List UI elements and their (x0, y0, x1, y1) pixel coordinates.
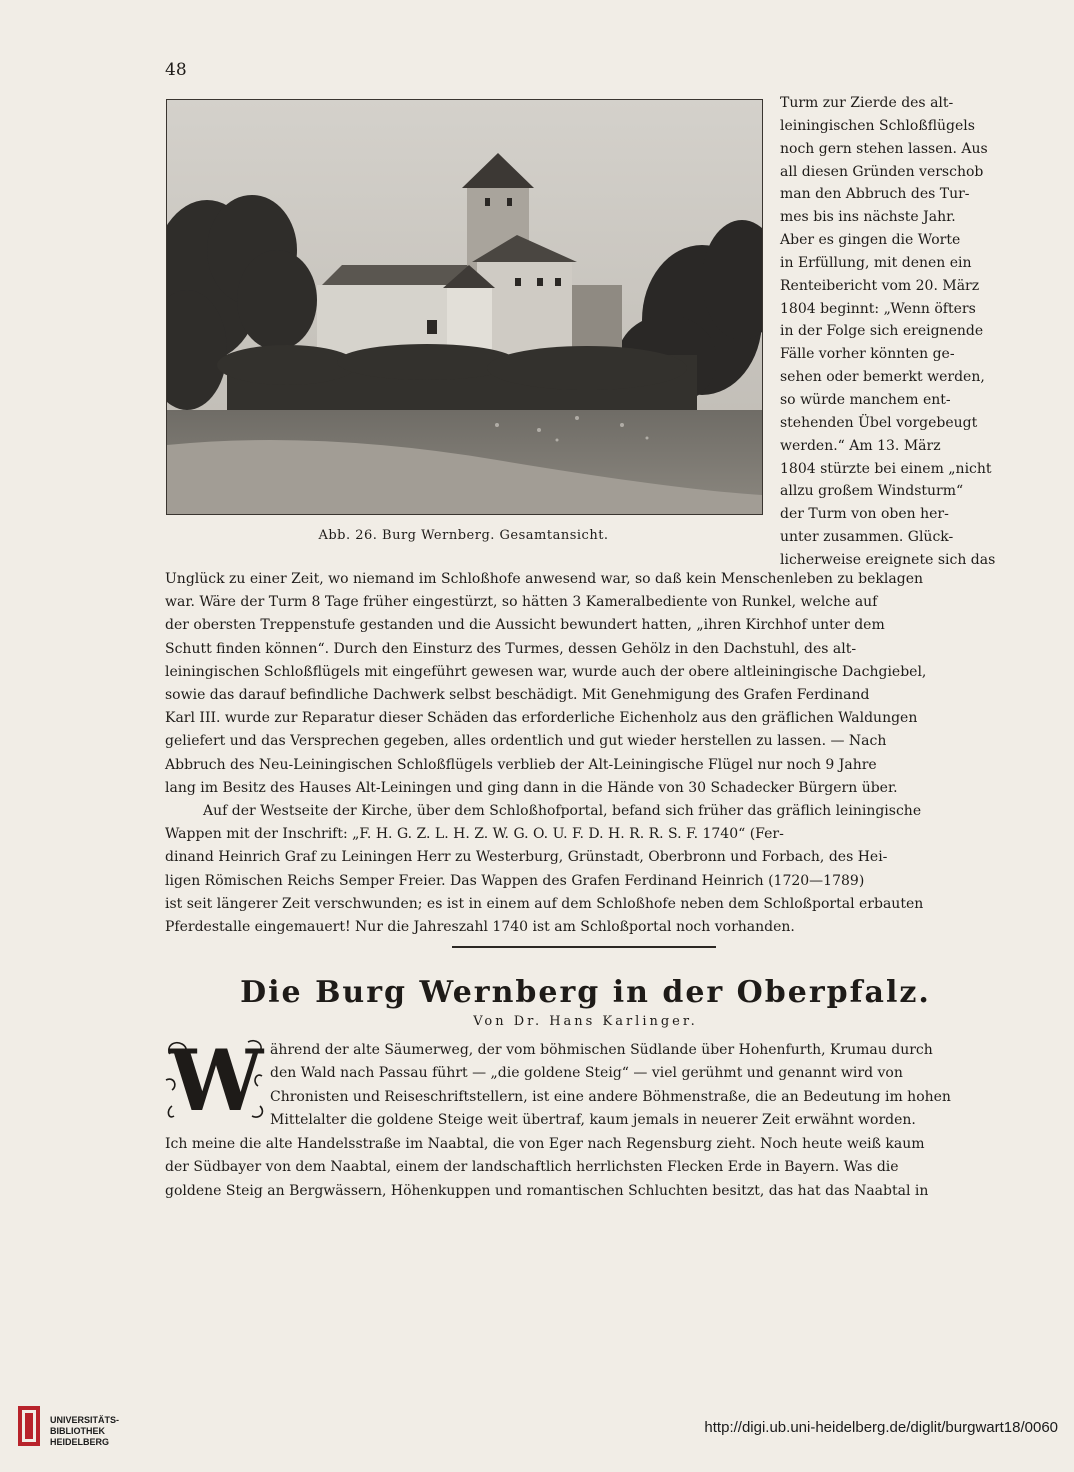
library-name-line: HEIDELBERG (50, 1437, 110, 1447)
text-line: Renteibericht vom 20. März (780, 277, 980, 294)
text-line: den Wald nach Passau führt — „die goldene Steig“ — viel gerühmt und genannt wird von (270, 1065, 903, 1082)
text-line: Wappen mit der Inschrift: „F. H. G. Z. L. H. Z. W. G. O. U. F. D. H. R. R. S. F. 1740“ (Fer- (165, 826, 784, 843)
text-line: geliefert und das Versprechen gegeben, alles ordentlich und gut wieder herstellen zu lassen. — Nach (165, 733, 887, 750)
text-line: 1804 beginnt: „Wenn öfters (780, 300, 976, 317)
source-url-link[interactable]: http://digi.ub.uni-heidelberg.de/diglit/burgwart18/0060 (704, 1419, 1058, 1436)
page-number: 48 (165, 60, 187, 80)
text-line: so würde manchem ent- (780, 391, 951, 408)
text-line: ligen Römischen Reichs Semper Freier. Das Wappen des Grafen Ferdinand Heinrich (1720—1789) (165, 872, 865, 889)
text-line: der Turm von oben her- (780, 506, 949, 523)
decorative-initial (164, 1036, 268, 1124)
text-line: leiningischen Schloßflügels mit eingeführt gewesen war, wurde auch der obere altleiningische Dachgiebel, (165, 663, 927, 680)
text-line: dinand Heinrich Graf zu Leiningen Herr zu Westerburg, Grünstadt, Oberbronn und Forbach, des Hei- (165, 849, 888, 866)
text-line: noch gern stehen lassen. Aus (780, 140, 988, 157)
text-line: Mittelalter die goldene Steige weit übertraf, kaum jemals in neuerer Zeit erwähnt worden. (270, 1112, 916, 1129)
initial-letter: W (168, 1036, 264, 1124)
figure-caption: Abb. 26. Burg Wernberg. Gesamtansicht. (318, 528, 609, 543)
text-line: Ich meine die alte Handelsstraße im Naabtal, die von Eger nach Regensburg zieht. Noch heute weiß kaum (165, 1136, 925, 1152)
text-line: werden.“ Am 13. März (780, 437, 941, 454)
text-line: Unglück zu einer Zeit, wo niemand im Schloßhofe anwesend war, so daß kein Menschenleben zu beklagen (165, 571, 923, 587)
text-line: Aber es gingen die Worte (780, 232, 961, 249)
article-body (165, 1133, 1006, 1203)
text-line: Pferdestalle eingemauert! Nur die Jahreszahl 1740 ist am Schloßportal noch vorhanden. (165, 919, 795, 936)
text-line: ährend der alte Säumerweg, der vom böhmischen Südlande über Hohenfurth, Krumau durch (270, 1042, 933, 1058)
text-line: ist seit längerer Zeit verschwunden; es ist in einem auf dem Schloßhofe neben dem Schloßportal erbauten (165, 895, 924, 912)
castle-photograph (166, 99, 763, 515)
text-line: lang im Besitz des Hauses Alt-Leiningen und ging dann in die Hände von 30 Schadecker Bürgern über. (165, 779, 898, 796)
library-name-line: BIBLIOTHEK (50, 1426, 105, 1436)
article-byline: Von Dr. Hans Karlinger. (473, 1014, 698, 1029)
text-line: Turm zur Zierde des alt- (780, 95, 954, 111)
text-line: Karl III. wurde zur Reparatur dieser Schäden das erforderliche Eichenholz aus den gräflichen Waldungen (165, 710, 918, 727)
library-name-line: UNIVERSITÄTS- (50, 1415, 120, 1425)
text-line: in Erfüllung, mit denen ein (780, 254, 972, 271)
text-line: Fälle vorher könnten ge- (780, 346, 955, 363)
text-line: Abbruch des Neu-Leiningischen Schloßflügels verblieb der Alt-Leiningische Flügel nur noch 9 Jahre (165, 756, 877, 773)
text-line: licherweise ereignete sich das (780, 551, 996, 568)
article-intro (270, 1039, 1006, 1133)
text-line: der obersten Treppenstufe gestanden und die Aussicht bewundert hatten, „ihren Kirchhof unter dem (165, 617, 885, 634)
section-divider (452, 946, 716, 948)
text-line: 1804 stürzte bei einem „nicht (780, 460, 992, 477)
text-line: Chronisten und Reiseschriftstellern, ist eine andere Böhmenstraße, die an Bedeutung im hohen (270, 1088, 951, 1105)
text-line: unter zusammen. Glück- (780, 529, 954, 546)
text-line: leiningischen Schloßflügels (780, 117, 975, 134)
text-line: sowie das darauf befindliche Dachwerk selbst beschädigt. Mit Genehmigung des Grafen Ferdinand (165, 687, 870, 704)
text-line: mes bis ins nächste Jahr. (780, 209, 956, 226)
text-line: der Südbayer von dem Naabtal, einem der landschaftlich herrlichsten Flecken Erde in Bayern. Was die (165, 1159, 899, 1176)
side-column-text (780, 92, 1006, 572)
article-title: Die Burg Wernberg in der Oberpfalz. (240, 975, 931, 1010)
footer (0, 1390, 1074, 1472)
text-line: Schutt finden können“. Durch den Einsturz des Turmes, dessen Gehölz in den Dachstuhl, des alt- (165, 640, 857, 657)
library-name (50, 1415, 160, 1448)
continuation-text (165, 568, 1006, 939)
university-library-logo (14, 1404, 44, 1448)
text-line: sehen oder bemerkt werden, (780, 369, 985, 386)
text-line: man den Abbruch des Tur- (780, 186, 970, 203)
text-line: war. Wäre der Turm 8 Tage früher eingestürzt, so hätten 3 Kameralbediente von Runkel, welche auf (165, 594, 878, 611)
text-line: all diesen Gründen verschob (780, 163, 984, 180)
text-line: goldene Steig an Bergwässern, Höhenkuppen und romantischen Schluchten besitzt, das hat das Naabtal in (165, 1182, 929, 1199)
text-line: allzu großem Windsturm“ (780, 483, 964, 500)
text-line: Auf der Westseite der Kirche, über dem Schloßhofportal, befand sich früher das gräflich leiningische (203, 803, 922, 820)
text-line: in der Folge sich ereignende (780, 323, 984, 340)
text-line: stehenden Übel vorgebeugt (780, 414, 978, 431)
